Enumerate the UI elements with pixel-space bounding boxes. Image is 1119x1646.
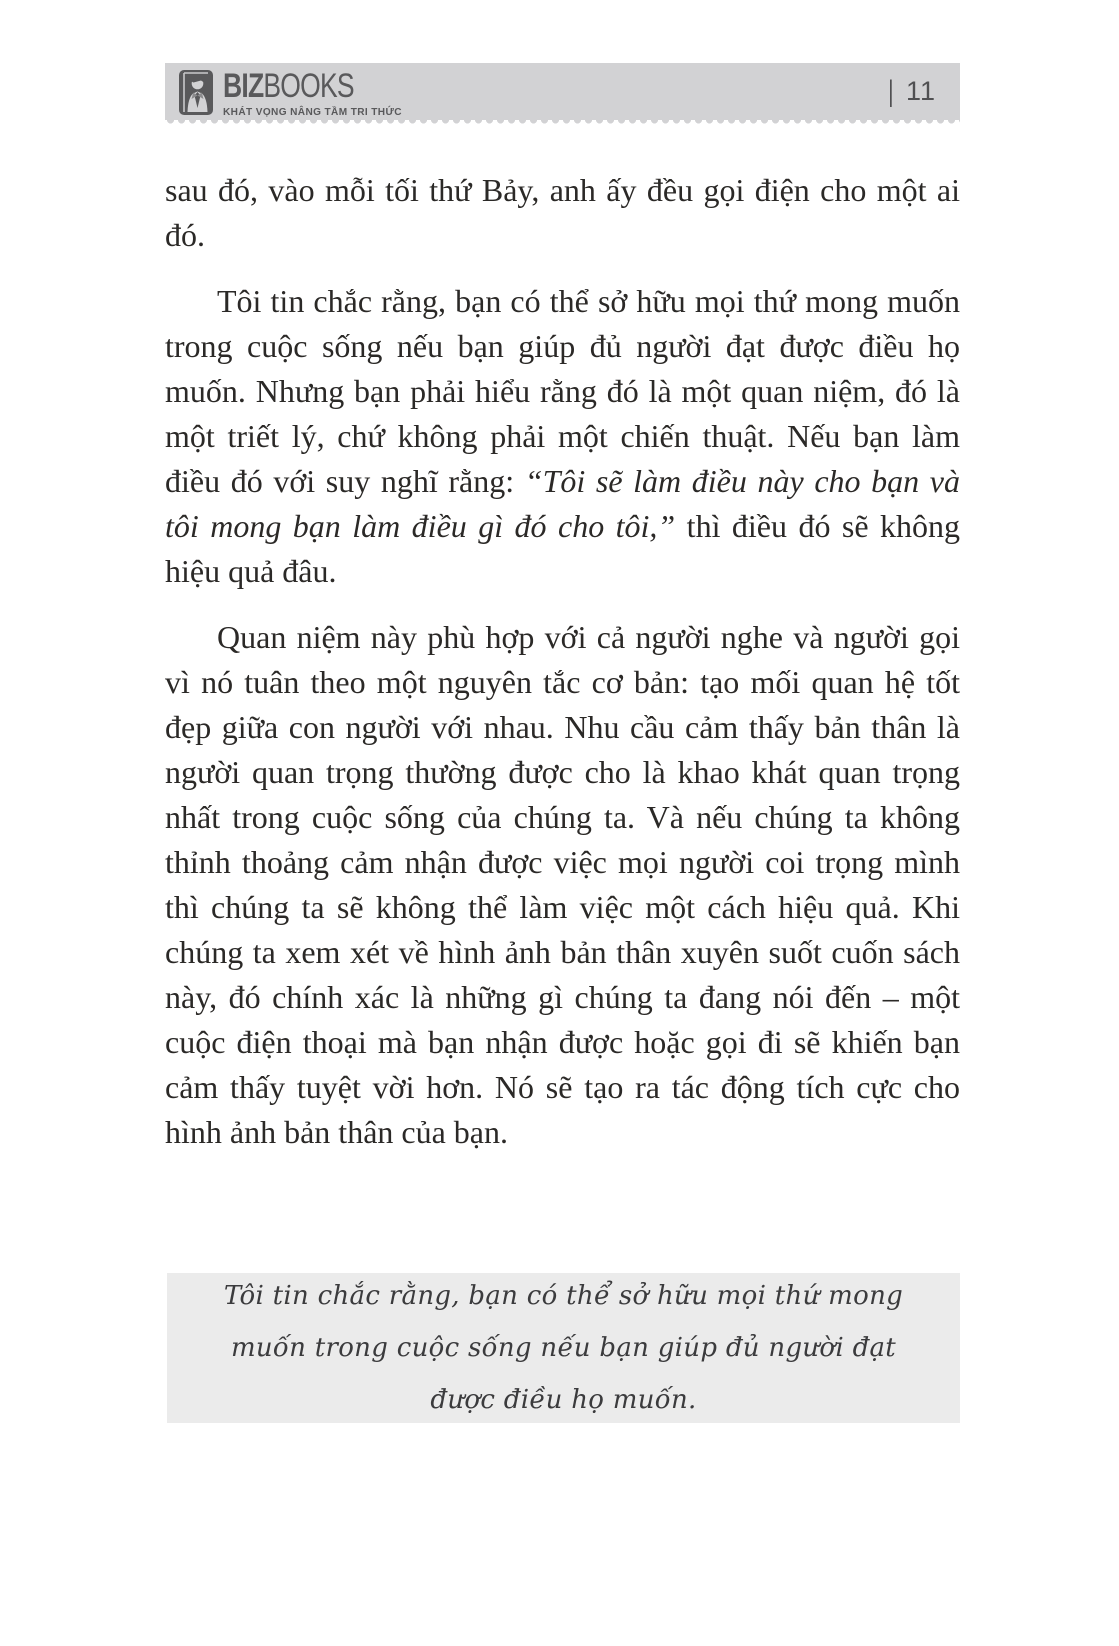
page-number (887, 74, 936, 108)
body-text (165, 168, 960, 1176)
page-header (165, 63, 960, 120)
bizbooks-logo (179, 62, 409, 118)
brand-tagline: KHÁT VỌNG NÂNG TẦM TRI THỨC (223, 106, 402, 118)
brand-biz: BIZ (223, 67, 264, 105)
paragraph-2-tail: thì điều đó sẽ không hiệu quả đâu. (165, 508, 961, 589)
paragraph-1: sau đó, vào mỗi tối thứ Bảy, anh ấy đều gọi điện cho một ai đó. (165, 172, 960, 253)
brand-wordmark (223, 67, 368, 105)
inline-italic-quote: “Tôi sẽ làm điều này cho bạn và tôi mong bạn làm điều gì đó cho tôi,” (165, 463, 961, 544)
brand-books: BOOKS (263, 67, 354, 105)
pull-quote-box (167, 1273, 960, 1423)
page-number-value: 11 (905, 76, 936, 106)
paragraph-2 (165, 279, 960, 594)
page-number-separator: | (888, 74, 894, 108)
paragraph-2-lead: Tôi tin chắc rằng, bạn có thể sở hữu mọi thứ mong muốn trong cuộc sống nếu bạn giúp đủ người đạt được điều họ muốn. Nhưng bạn phải hiểu rằng đó là một quan niệm, đó là một triết lý, chứ không phải một chiến thuật. Nếu bạn làm điều đó với suy nghĩ rằng: (165, 283, 960, 499)
paragraph-3: Quan niệm này phù hợp với cả người nghe và người gọi vì nó tuân theo một nguyên tắc cơ bản: tạo mối quan hệ tốt đẹp giữa con người với nhau. Nhu cầu cảm thấy bản thân là người quan trọng thường được cho là khao khát quan trọng nhất trong cuộc sống của chúng ta. Và nếu chúng ta không thỉnh thoảng cảm nhận được việc mọi người coi trọng mình thì chúng ta sẽ không thể làm việc một cách hiệu quả. Khi chúng ta xem xét về hình ảnh bản thân xuyên suốt cuốn sách này, đó chính xác là những gì chúng ta đang nói đến – một cuộc điện thoại mà bạn nhận được hoặc gọi đi sẽ khiến bạn cảm thấy tuyệt vời hơn. Nó sẽ tạo ra tác động tích cực cho hình ảnh bản thân của bạn. (165, 619, 960, 1150)
pull-quote-text: Tôi tin chắc rằng, bạn có thể sở hữu mọi thứ mong muốn trong cuộc sống nếu bạn giúp đủ người đạt được điều họ muốn. (223, 1281, 904, 1415)
bizbooks-book-icon (179, 70, 213, 115)
logo-text-block (223, 62, 409, 118)
